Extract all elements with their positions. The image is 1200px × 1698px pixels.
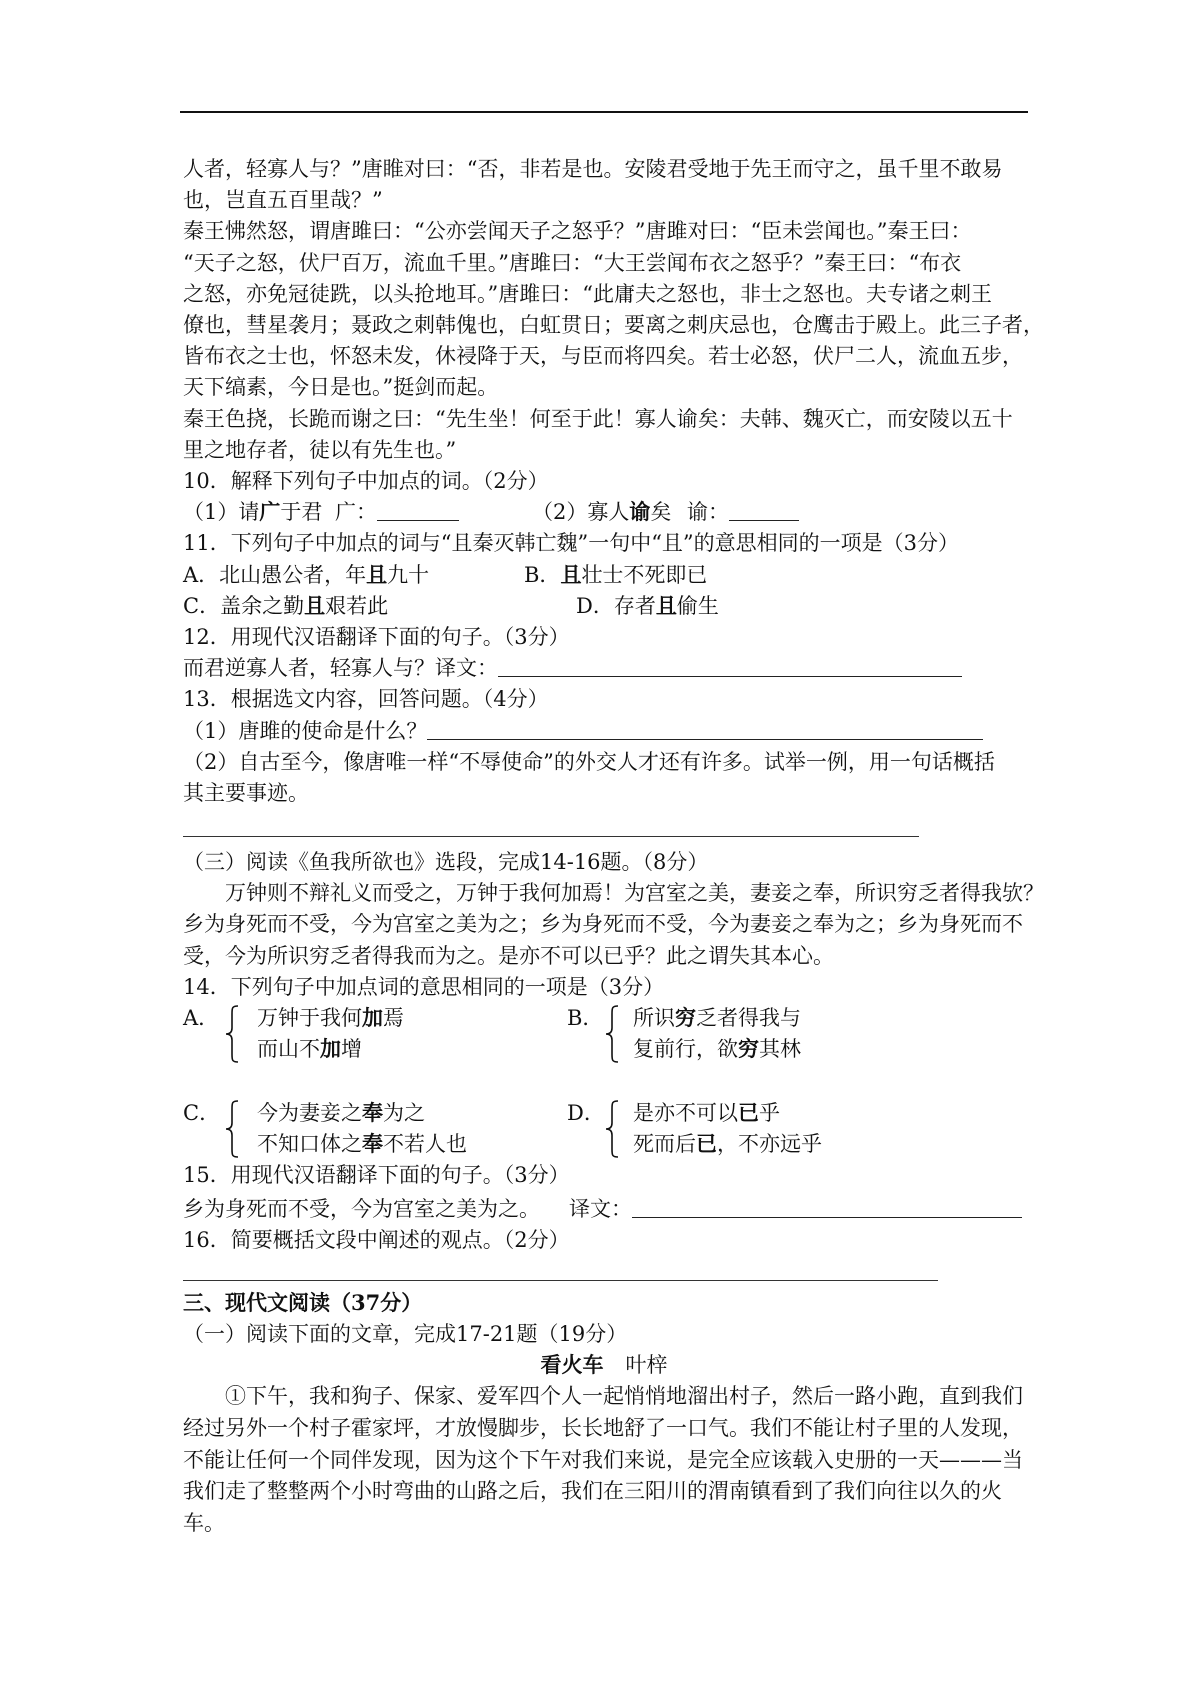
passage-line: 秦王怫然怒，谓唐雎曰：“公亦尝闻天子之怒乎？”唐雎对曰：“臣未尝闻也。”秦王曰： xyxy=(183,219,972,243)
q10-item1-answer xyxy=(335,497,459,527)
q11-option-d xyxy=(576,591,719,621)
option-text: 是亦不可以 xyxy=(633,1101,738,1125)
article-title: 看火车 xyxy=(540,1352,604,1377)
option-text: C．盖余之勤 xyxy=(183,594,305,618)
dotted-word: 已 xyxy=(738,1100,759,1125)
article-line: 车。 xyxy=(183,1511,225,1535)
option-text: 九十 xyxy=(387,563,430,587)
dotted-word: 且 xyxy=(304,593,326,618)
dotted-word: 且 xyxy=(560,562,582,587)
dotted-word: 且 xyxy=(366,562,388,587)
q13-sub2-line: （2）自古至今，像唐唯一样“不辱使命”的外交人才还有许多。试举一例，用一句话概括 xyxy=(183,750,995,774)
dotted-word: 已 xyxy=(696,1131,717,1156)
option-text: 为之 xyxy=(383,1101,425,1125)
option-text: 所识 xyxy=(633,1006,675,1030)
answer-line xyxy=(183,836,919,837)
q11-option-a xyxy=(183,560,429,590)
q10-item2-pre: （2）寡人 xyxy=(532,500,630,524)
option-text: ，不亦远乎 xyxy=(717,1132,822,1156)
option-text: 乏者得我与 xyxy=(696,1006,801,1030)
q13-sub1: （1）唐雎的使命是什么？ xyxy=(183,719,428,743)
q14-option-a-line xyxy=(257,1034,362,1064)
q14-option-c-line xyxy=(257,1129,467,1159)
q14-option-a-line xyxy=(257,1003,404,1033)
q12-sentence: 而君逆寡人者，轻寡人与？译文： xyxy=(183,656,498,680)
q16-stem: 16．简要概括文段中阐述的观点。（2分） xyxy=(183,1228,570,1252)
q12-sentence-row xyxy=(183,653,962,683)
q10-item1-pre: （1）请 xyxy=(183,500,260,524)
q10-item1 xyxy=(183,497,322,527)
part3-heading: 三、现代文阅读（37分） xyxy=(183,1290,423,1315)
answer-blank xyxy=(632,1197,1022,1218)
article-line: 我们走了整整两个小时弯曲的山路之后，我们在三阳川的渭南镇看到了我们向往以久的火 xyxy=(183,1479,1002,1503)
option-text: 增 xyxy=(341,1037,362,1061)
q14-option-d-label: D． xyxy=(567,1101,605,1125)
answer-blank xyxy=(498,656,962,677)
q14-option-a-label: A． xyxy=(183,1006,220,1030)
section3-passage-line: 万钟则不辩礼义而受之，万钟于我何加焉！为宫室之美，妻妾之奉，所识穷乏者得我欤？ xyxy=(225,881,1044,905)
brace-icon xyxy=(604,1099,620,1159)
article-author: 叶梓 xyxy=(625,1353,668,1377)
q11-option-b xyxy=(524,560,707,590)
option-text: 今为妻妾之 xyxy=(257,1101,362,1125)
q13-stem: 13．根据选文内容，回答问题。（4分） xyxy=(183,687,549,711)
answer-blank xyxy=(427,719,983,740)
section3-heading: （三）阅读《鱼我所欲也》选段，完成14-16题。（8分） xyxy=(183,850,709,874)
option-text: 焉 xyxy=(383,1006,404,1030)
option-text: 万钟于我何 xyxy=(257,1006,362,1030)
passage-line: 人者，轻寡人与？”唐睢对曰：“否，非若是也。安陵君受地于先王而守之，虽千里不敢易 xyxy=(183,157,1003,181)
q14-option-d-line xyxy=(633,1129,822,1159)
q15-sentence: 乡为身死而不受，今为宫室之美为之。 xyxy=(183,1197,540,1221)
dotted-word: 穷 xyxy=(738,1036,759,1061)
option-text: 乎 xyxy=(759,1101,780,1125)
dotted-word: 加 xyxy=(320,1036,341,1061)
article-line: ①下午，我和狗子、保家、爱军四个人一起悄悄地溜出村子，然后一路小跑，直到我们 xyxy=(225,1384,1023,1408)
option-text: D．存者 xyxy=(576,594,656,618)
q14-option-c-label: C． xyxy=(183,1101,221,1125)
section3-passage-line: 乡为身死而不受，今为宫室之美为之；乡为身死而不受，今为妻妾之奉为之；乡为身死而不 xyxy=(183,912,1023,936)
q10-item1-post: 于君 xyxy=(280,500,323,524)
article-line: 不能让任何一个同伴发现，因为这个下午对我们来说，是完全应该载入史册的一天———当 xyxy=(183,1448,1023,1472)
option-text: 不知口体之 xyxy=(257,1132,362,1156)
passage-line: 里之地存者，徒以有先生也。” xyxy=(183,438,457,462)
option-text: 而山不 xyxy=(257,1037,320,1061)
answer-blank xyxy=(729,500,799,521)
option-text: 其林 xyxy=(759,1037,801,1061)
q14-option-d-line xyxy=(633,1098,780,1128)
answer-line xyxy=(183,1280,938,1281)
dotted-word: 且 xyxy=(655,593,677,618)
q10-item1-answer-label: 广： xyxy=(335,500,377,524)
q14-option-b-label: B． xyxy=(567,1006,604,1030)
passage-line: 之怒，亦免冠徒跣，以头抢地耳。”唐雎曰：“此庸夫之怒也，非士之怒也。夫专诸之刺王 xyxy=(183,282,992,306)
passage-line: 僚也，彗星袭月；聂政之刺韩傀也，白虹贯日；要离之刺庆忌也，仓鹰击于殿上。此三子者， xyxy=(183,313,1044,337)
option-text: 偷生 xyxy=(676,594,719,618)
article-line: 经过另外一个村子霍家坪，才放慢脚步，长长地舒了一口气。我们不能让村子里的人发现， xyxy=(183,1416,1023,1440)
q15-stem: 15．用现代汉语翻译下面的句子。（3分） xyxy=(183,1163,570,1187)
header-rule xyxy=(180,111,1028,113)
q14-option-c-line xyxy=(257,1098,425,1128)
dotted-word: 奉 xyxy=(362,1100,383,1125)
q14-stem: 14．下列句子中加点词的意思相同的一项是（3分） xyxy=(183,975,665,999)
q11-option-c xyxy=(183,591,388,621)
option-text: B． xyxy=(524,563,561,587)
q14-option-b-line xyxy=(633,1003,801,1033)
q10-item2-answer-label: 谕： xyxy=(687,500,729,524)
article-title-row xyxy=(183,1350,1025,1380)
q13-sub2-line: 其主要事迹。 xyxy=(183,781,309,805)
passage-line: 天下缟素，今日是也。”挺剑而起。 xyxy=(183,375,499,399)
option-text: 死而后 xyxy=(633,1132,696,1156)
section3-passage-line: 受，今为所识穷乏者得我而为之。是亦不可以已乎？此之谓失其本心。 xyxy=(183,944,834,968)
brace-icon xyxy=(604,1004,620,1064)
q14-option-b-line xyxy=(633,1034,801,1064)
option-text: 艰若此 xyxy=(325,594,389,618)
passage-line: 皆布衣之士也，怀怒未发，休祲降于天，与臣而将四矣。若士必怒，伏尸二人，流血五步， xyxy=(183,344,1023,368)
q10-item2 xyxy=(532,497,671,527)
option-text: 壮士不死即已 xyxy=(581,563,708,587)
q15-answer-label: 译文： xyxy=(569,1197,632,1221)
q10-item2-post: 矣 xyxy=(650,500,672,524)
dotted-word: 广 xyxy=(259,499,281,524)
dotted-word: 加 xyxy=(362,1005,383,1030)
dotted-word: 奉 xyxy=(362,1131,383,1156)
q10-item2-answer xyxy=(687,497,799,527)
q13-sub1-row xyxy=(183,716,983,746)
option-text: 不若人也 xyxy=(383,1132,467,1156)
passage-line: 秦王色挠，长跪而谢之曰：“先生坐！何至于此！寡人谕矣：夫韩、魏灭亡，而安陵以五十 xyxy=(183,407,1013,431)
dotted-word: 穷 xyxy=(675,1005,696,1030)
q11-stem: 11．下列句子中加点的词与“且秦灭韩亡魏”一句中“且”的意思相同的一项是（3分） xyxy=(183,531,960,555)
q12-stem: 12．用现代汉语翻译下面的句子。（3分） xyxy=(183,625,570,649)
dotted-word: 谕 xyxy=(629,499,651,524)
q15-answer xyxy=(569,1194,1022,1224)
passage-line: 也，岂直五百里哉？” xyxy=(183,188,383,212)
option-text: A．北山愚公者，年 xyxy=(183,563,367,587)
brace-icon xyxy=(224,1004,240,1064)
passage-line: “天子之怒，伏尸百万，流血千里。”唐雎曰：“大王尝闻布衣之怒乎？”秦王曰：“布衣 xyxy=(183,251,962,275)
brace-icon xyxy=(224,1099,240,1159)
part3-subheading: （一）阅读下面的文章，完成17-21题（19分） xyxy=(183,1322,628,1346)
option-text: 复前行，欲 xyxy=(633,1037,738,1061)
answer-blank xyxy=(377,500,459,521)
q10-stem: 10．解释下列句子中加点的词。（2分） xyxy=(183,469,549,493)
